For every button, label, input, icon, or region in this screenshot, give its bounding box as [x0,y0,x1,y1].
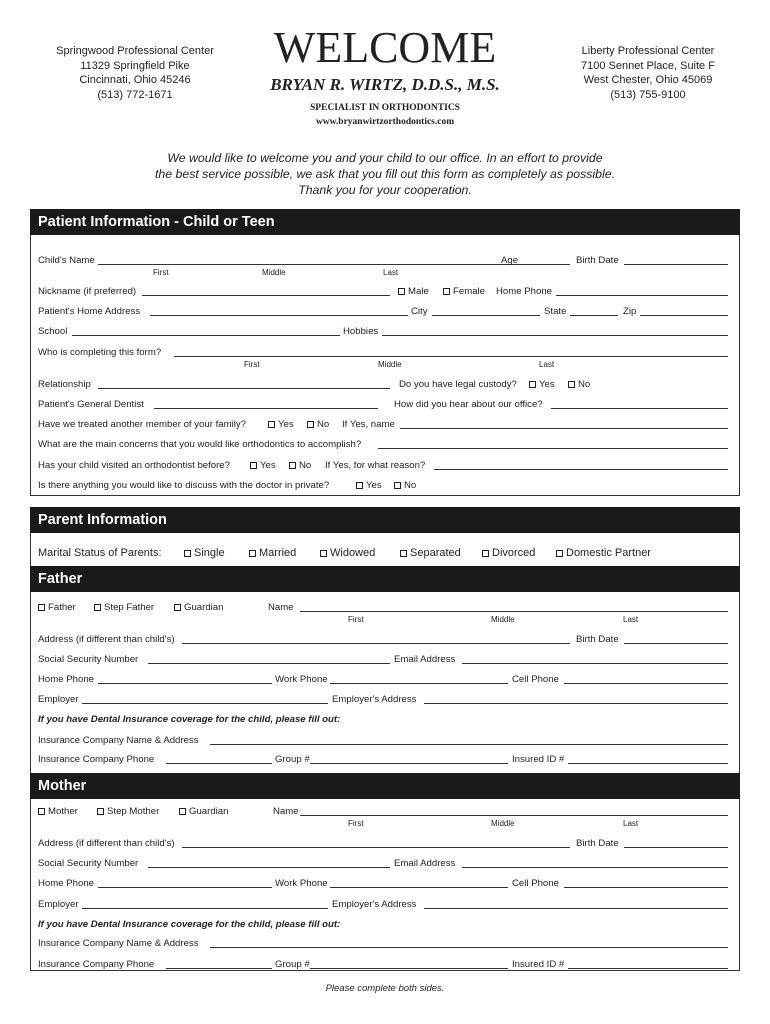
right-address-line: West Chester, Ohio 45069 [583,74,713,86]
visited-yes[interactable] [250,459,276,473]
row-treated [38,418,728,432]
intro-line: Thank you for your cooperation. [298,183,472,197]
label-if-yes-name: If Yes, name [342,419,395,430]
row-mother-ins-name [38,937,728,951]
row-father-ins-phone [38,753,728,767]
mother-employer-field[interactable] [82,898,328,909]
checkbox-icon [443,288,450,295]
label-completing: Who is completing this form? [38,347,162,358]
mother-birth-date-field[interactable] [624,837,728,848]
if-yes-name-field[interactable] [400,418,728,429]
father-work-phone-field[interactable] [330,673,508,684]
label-guardian: Guardian [184,602,224,613]
label-divorced: Divorced [492,547,536,559]
label-state: State [544,306,567,317]
checkbox-icon [307,421,314,428]
label-ins-name: Insurance Company Name & Address [38,938,199,949]
checkbox-icon [250,462,257,469]
label-mother: Mother [48,806,78,817]
father-cell-phone-field[interactable] [564,673,728,684]
mother-name-sublabels [38,817,728,827]
label-group: Group # [275,959,310,970]
label-email: Email Address [394,858,456,869]
completing-sublabels [38,358,728,368]
age-field[interactable] [524,254,570,265]
birth-date-field[interactable] [624,254,728,265]
right-office-address [553,44,743,102]
mother-name-field[interactable] [300,805,728,816]
sublabel-middle: Middle [491,615,515,624]
row-relationship [38,378,728,392]
label-city: City [411,306,428,317]
row-private [38,479,728,493]
father-group-field[interactable] [310,753,508,764]
marital-widowed[interactable] [320,546,375,560]
mother-email-field[interactable] [462,857,728,868]
row-school [38,325,728,339]
mother-employer-address-field[interactable] [424,898,728,909]
label-employer-address: Employer's Address [332,899,417,910]
label-ssn: Social Security Number [38,654,139,665]
father-ins-phone-field[interactable] [166,753,272,764]
sublabel-first: First [153,268,169,277]
father-email-field[interactable] [462,653,728,664]
label-home-phone: Home Phone [38,674,94,685]
row-mother-ins-phone [38,958,728,972]
state-field[interactable] [570,305,618,316]
checkbox-icon [529,381,536,388]
label-no: No [578,379,591,390]
label-email: Email Address [394,654,456,665]
label-domestic-partner: Domestic Partner [566,547,651,559]
label-work-phone: Work Phone [275,878,328,889]
childs-name-field[interactable] [98,254,534,265]
father-birth-date-field[interactable] [624,633,728,644]
footer-note: Please complete both sides. [325,983,445,994]
label-cell-phone: Cell Phone [512,878,559,889]
label-private: Is there anything you would like to discuss with the doctor in private? [38,480,330,491]
label-home-phone: Home Phone [496,286,552,297]
label-male: Male [408,286,429,297]
label-custody: Do you have legal custody? [399,379,517,390]
father-employer-field[interactable] [82,693,328,704]
left-address-line: Springwood Professional Center [56,45,214,57]
checkbox-icon [38,604,45,611]
left-office-address [40,44,230,102]
label-father: Father [48,602,76,613]
male-option[interactable] [398,285,429,299]
childs-name-sublabels [38,266,728,276]
visited-no[interactable] [289,459,311,473]
intro-line: the best service possible, we ask that you fill out this form as completely as possible. [155,167,615,181]
label-widowed: Widowed [330,547,376,559]
label-school: School [38,326,68,337]
row-home-address [38,305,728,319]
custody-yes[interactable] [529,378,555,392]
mother-group-field[interactable] [310,958,508,969]
right-address-line: Liberty Professional Center [581,45,715,57]
completing-field[interactable] [174,346,728,357]
city-field[interactable] [432,305,540,316]
treated-yes[interactable] [268,418,294,432]
father-insured-id-field[interactable] [568,753,728,764]
label-childs-name: Child's Name [38,255,95,266]
concerns-field[interactable] [378,438,728,449]
label-female: Female [453,286,485,297]
label-marital: Marital Status of Parents: [38,547,162,559]
marital-single[interactable] [184,546,225,560]
label-birth-date: Birth Date [576,838,619,849]
row-father-ins-name [38,734,728,748]
father-name-sublabels [38,613,728,623]
private-yes[interactable] [356,479,382,493]
checkbox-icon [398,288,405,295]
sublabel-middle: Middle [262,268,286,277]
checkbox-icon [289,462,296,469]
right-address-line: (513) 755-9100 [610,88,686,101]
insurance-note: If you have Dental Insurance coverage for the child, please fill out: [38,919,341,930]
row-mother-employer [38,898,728,912]
label-no: No [299,460,312,471]
female-option[interactable] [443,285,485,299]
label-name: Name [268,602,294,613]
label-insured-id: Insured ID # [512,959,565,970]
label-home-phone: Home Phone [38,878,94,889]
checkbox-icon [268,421,275,428]
label-work-phone: Work Phone [275,674,328,685]
checkbox-icon [556,550,563,557]
row-father-ssn [38,653,728,667]
mother-home-phone-field[interactable] [98,877,272,888]
relationship-field[interactable] [98,378,390,389]
label-yes: Yes [278,419,294,430]
label-employer: Employer [38,899,79,910]
label-ins-phone: Insurance Company Phone [38,959,155,970]
marital-separated[interactable] [400,546,461,560]
checkbox-icon [394,482,401,489]
mother-ins-name-field[interactable] [210,937,728,948]
marital-married[interactable] [249,546,296,560]
intro-text [0,150,770,198]
label-ssn: Social Security Number [38,858,139,869]
sublabel-last: Last [539,360,555,369]
row-mother-phones [38,877,728,891]
left-address-line: 11329 Springfield Pike [80,59,190,72]
row-father-address [38,633,728,647]
label-guardian: Guardian [189,806,229,817]
checkbox-icon [482,550,489,557]
welcome-title: WELCOME [273,23,497,72]
label-no: No [317,419,330,430]
left-address-line: Cincinnati, Ohio 45246 [79,74,191,86]
label-zip: Zip [623,306,637,317]
label-ins-name: Insurance Company Name & Address [38,735,199,746]
sublabel-middle: Middle [378,360,402,369]
mother-insured-id-field[interactable] [568,958,728,969]
label-yes: Yes [366,480,382,491]
hobbies-field[interactable] [382,325,728,336]
treated-no[interactable] [307,418,329,432]
sublabel-middle: Middle [491,819,515,828]
intro-line: We would like to welcome you and your child to our office. In an effort to provide [167,151,603,165]
checkbox-icon [320,550,327,557]
checkbox-icon [97,808,104,815]
mother-section-title: Mother [30,773,740,799]
label-name: Name [273,806,299,817]
label-married: Married [259,547,297,559]
nickname-field[interactable] [142,285,390,296]
label-visited: Has your child visited an orthodontist before? [38,460,230,471]
checkbox-icon [184,550,191,557]
checkbox-icon [174,604,181,611]
row-visited [38,459,728,473]
dentist-field[interactable] [154,398,378,409]
row-marital-status [38,546,728,560]
hear-field[interactable] [551,398,728,409]
label-address: Address (if different than child's) [38,838,175,849]
row-nickname [38,285,728,299]
mother-cell-phone-field[interactable] [564,877,728,888]
father-employer-address-field[interactable] [424,693,728,704]
father-ins-name-field[interactable] [210,734,728,745]
label-nickname: Nickname (if preferred) [38,286,137,297]
checkbox-icon [249,550,256,557]
marital-domestic-partner[interactable] [556,546,651,560]
right-address-line: 7100 Sennet Place, Suite F [581,59,715,72]
label-step-father: Step Father [104,602,155,613]
label-treated: Have we treated another member of your family? [38,419,246,430]
insurance-note: If you have Dental Insurance coverage for the child, please fill out: [38,714,341,725]
label-yes: Yes [539,379,555,390]
checkbox-icon [400,550,407,557]
zip-field[interactable] [640,305,728,316]
sublabel-last: Last [623,819,639,828]
label-concerns: What are the main concerns that you would like orthodontics to accomplish? [38,439,362,450]
row-concerns [38,438,728,452]
row-mother-insurance-note [38,918,728,932]
mother-ssn-field[interactable] [148,857,390,868]
label-step-mother: Step Mother [107,806,160,817]
checkbox-icon [356,482,363,489]
sublabel-first: First [348,819,364,828]
specialty: SPECIALIST IN ORTHODONTICS [310,103,460,113]
private-no[interactable] [394,479,416,493]
custody-no[interactable] [568,378,590,392]
label-address: Address (if different than child's) [38,634,175,645]
checkbox-icon [179,808,186,815]
row-father-employer [38,693,728,707]
label-yes: Yes [260,460,276,471]
checkbox-icon [38,808,45,815]
parent-section-title: Parent Information [30,507,740,533]
sublabel-last: Last [383,268,399,277]
row-father-insurance-note [38,713,728,727]
label-relationship: Relationship [38,379,91,390]
letterhead [230,24,540,127]
label-no: No [404,480,417,491]
row-mother-ssn [38,857,728,871]
home-phone-field[interactable] [556,285,728,296]
father-home-phone-field[interactable] [98,673,272,684]
mother-ins-phone-field[interactable] [166,958,272,969]
doctor-name: BRYAN R. WIRTZ, D.D.S., M.S. [270,75,500,94]
checkbox-icon [568,381,575,388]
school-field[interactable] [72,325,340,336]
marital-divorced[interactable] [482,546,535,560]
row-father-phones [38,673,728,687]
website: www.bryanwirtzorthodontics.com [315,117,455,127]
patient-section-title: Patient Information - Child or Teen [30,209,740,235]
label-hobbies: Hobbies [343,326,379,337]
father-address-field[interactable] [182,633,570,644]
label-insured-id: Insured ID # [512,754,565,765]
sublabel-last: Last [623,615,639,624]
label-age: Age [501,255,519,266]
checkbox-icon [94,604,101,611]
label-single: Single [194,547,225,559]
label-employer: Employer [38,694,79,705]
sublabel-first: First [244,360,260,369]
father-ssn-field[interactable] [148,653,390,664]
label-ins-phone: Insurance Company Phone [38,754,155,765]
mother-work-phone-field[interactable] [330,877,508,888]
label-home-address: Patient's Home Address [38,306,141,317]
if-yes-reason-field[interactable] [434,459,728,470]
label-dentist: Patient's General Dentist [38,399,144,410]
mother-address-field[interactable] [182,837,570,848]
sublabel-first: First [348,615,364,624]
label-separated: Separated [410,547,461,559]
left-address-line: (513) 772-1671 [97,88,173,101]
father-name-field[interactable] [300,601,728,612]
father-section-title: Father [30,566,740,592]
label-birth-date: Birth Date [576,255,619,266]
label-cell-phone: Cell Phone [512,674,559,685]
label-birth-date: Birth Date [576,634,619,645]
label-group: Group # [275,754,310,765]
row-dentist [38,398,728,412]
label-if-yes-reason: If Yes, for what reason? [325,460,426,471]
home-address-field[interactable] [150,305,408,316]
row-mother-address [38,837,728,851]
label-employer-address: Employer's Address [332,694,417,705]
label-hear: How did you hear about our office? [394,399,543,410]
